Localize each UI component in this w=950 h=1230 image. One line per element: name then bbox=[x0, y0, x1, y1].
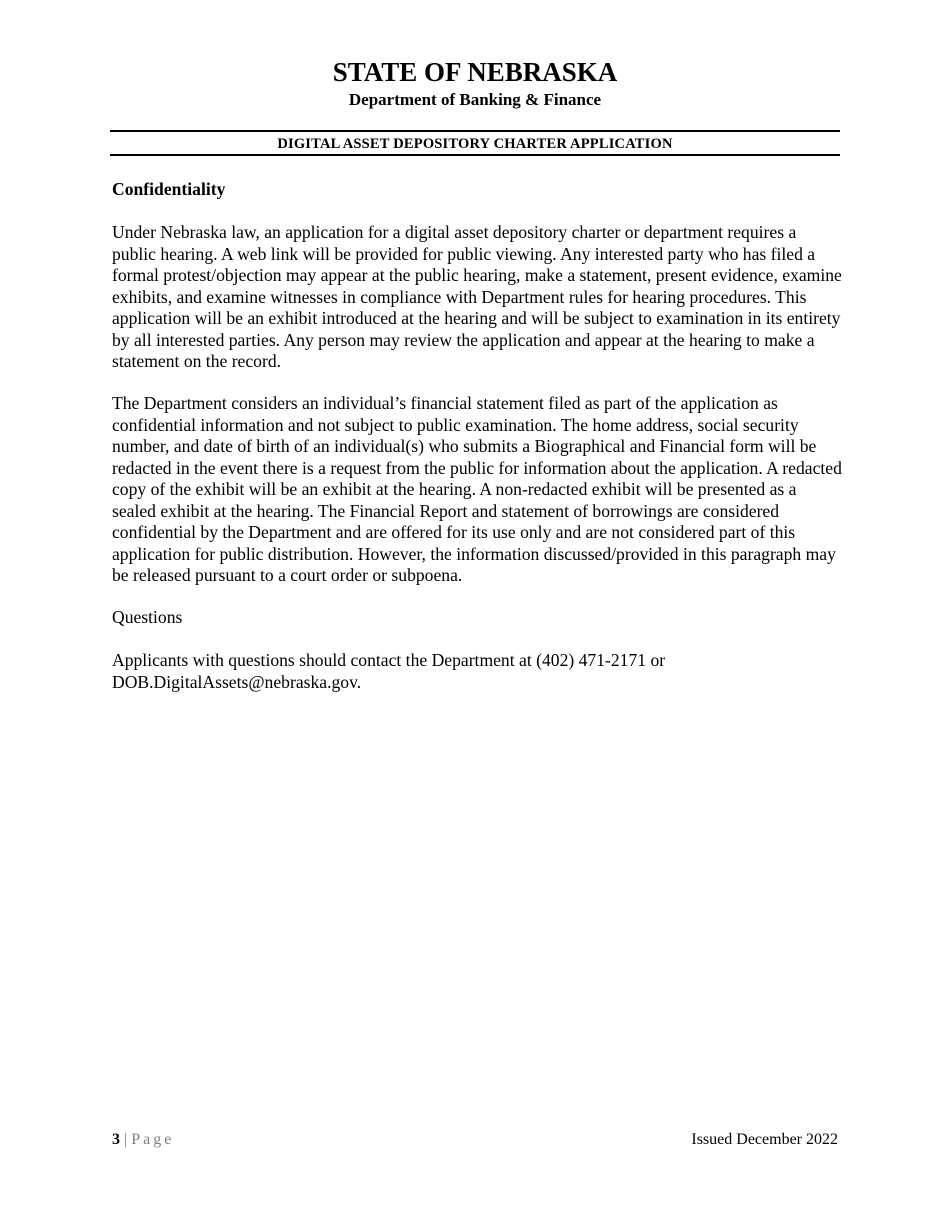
state-title: STATE OF NEBRASKA bbox=[332, 57, 618, 87]
questions-heading: Questions bbox=[112, 607, 183, 627]
page-separator: | bbox=[120, 1131, 132, 1148]
page-footer-number bbox=[112, 1130, 174, 1150]
confidentiality-paragraph-1: Under Nebraska law, an application for a digital asset depository charter or department requires a public hearing. A web link will be provided for public viewing. Any interested party who has filed a formal protest/objection may appear at the public hearing, make a statement, present evidence, examine exhibits, and examine witnesses in compliance with Department rules for hearing procedures. This application will be an exhibit introduced at the hearing and will be subject to examination in its entirety by all interested parties. Any person may review the application and appear at the hearing to make a statement on the record. bbox=[112, 222, 842, 371]
issued-date: Issued December 2022 bbox=[691, 1131, 838, 1148]
questions-paragraph: Applicants with questions should contact the Department at (402) 471-2171 or DOB.DigitalAssets@nebraska.gov. bbox=[112, 650, 666, 692]
confidentiality-paragraph-2: The Department considers an individual’s financial statement filed as part of the application as confidential information and not subject to public examination. The home address, social security number, and date of birth of an individual(s) who submits a Biographical and Financial form will be redacted in the event there is a request from the public for information about the application. A redacted copy of the exhibit will be an exhibit at the hearing. A non-redacted exhibit will be presented as a sealed exhibit at the hearing. The Financial Report and statement of borrowings are considered confidential by the Department and are offered for its use only and are not considered part of this application for public distribution. However, the information discussed/provided in this paragraph may be released pursuant to a court order or subpoena. bbox=[112, 393, 842, 585]
document-type-title: DIGITAL ASSET DEPOSITORY CHARTER APPLICATION bbox=[277, 136, 673, 152]
header-bottom-rule bbox=[110, 154, 840, 156]
page-number: 3 bbox=[112, 1131, 120, 1148]
department-title: Department of Banking & Finance bbox=[348, 90, 602, 109]
confidentiality-heading: Confidentiality bbox=[112, 179, 226, 199]
header-top-rule bbox=[110, 130, 840, 132]
page-label: Page bbox=[131, 1131, 175, 1148]
